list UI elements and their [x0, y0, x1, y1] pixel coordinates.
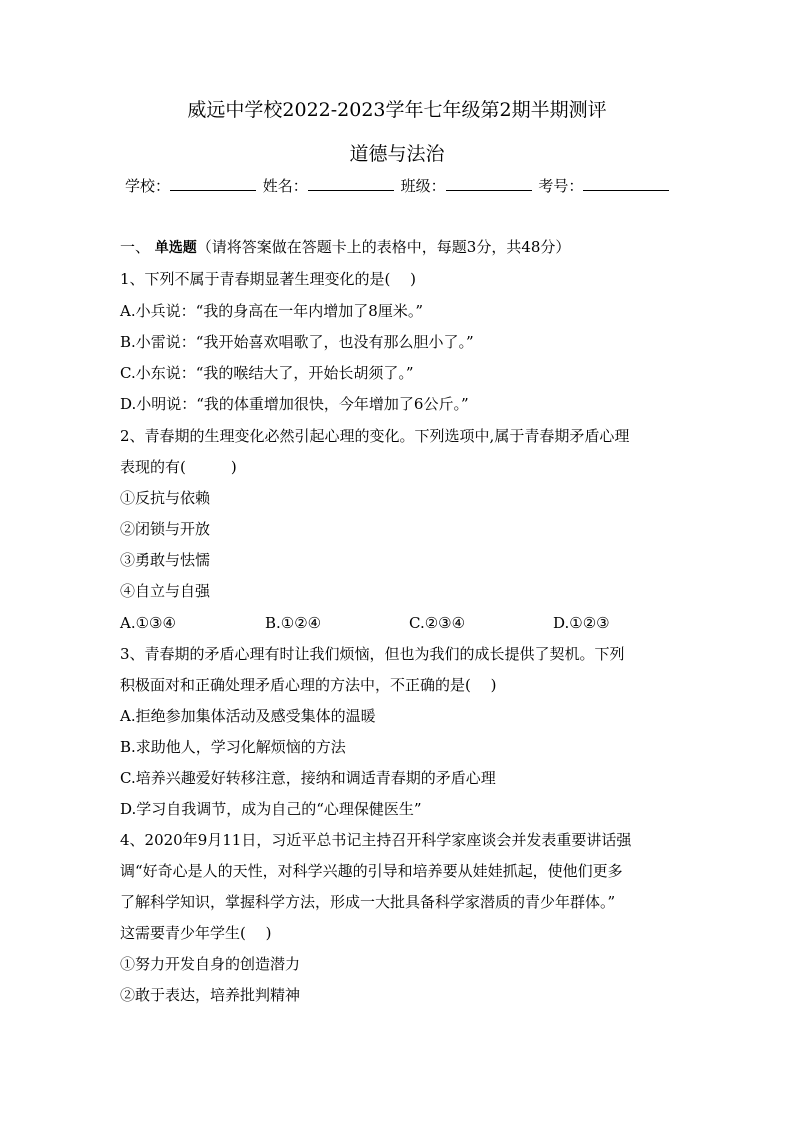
class-blank[interactable]: [446, 174, 532, 191]
q4-line1: 4、2020年9月11日，习近平总书记主持召开科学家座谈会并发表重要讲话强: [120, 831, 632, 849]
exam-number-label: 考号：: [538, 177, 584, 195]
q4-line2: 调“好奇心是人的天性，对科学兴趣的引导和培养要从娃娃抓起，使他们更多: [120, 862, 623, 880]
q3-option-a: A.拒绝参加集体活动及感受集体的温暖: [120, 707, 376, 725]
section-prefix: 一、: [120, 238, 151, 256]
q3-option-c: C.培养兴趣爱好转移注意，接纳和调适青春期的矛盾心理: [120, 769, 496, 787]
q4-line3: 了解科学知识，掌握科学方法，形成一大批具备科学家潜质的青少年群体。”: [120, 893, 616, 911]
exam-number-blank[interactable]: [583, 174, 669, 191]
class-label: 班级：: [400, 177, 446, 195]
q3-option-b: B.求助他人，学习化解烦恼的方法: [120, 738, 346, 756]
school-blank[interactable]: [170, 174, 256, 191]
q1-stem: 1、下列不属于青春期显著生理变化的是( ): [120, 270, 417, 288]
q2-item-4: ④自立与自强: [120, 582, 211, 600]
q4-item-2: ②敢于表达，培养批判精神: [120, 986, 301, 1004]
student-info-row: [125, 174, 685, 197]
q4-line4: 这需要青少年学生( ): [120, 924, 272, 942]
name-label: 姓名：: [262, 177, 308, 195]
q3-stem-line2: 积极面对和正确处理矛盾心理的方法中，不正确的是( ): [120, 676, 497, 694]
name-blank[interactable]: [308, 174, 394, 191]
exam-title: 威远中学校2022-2023学年七年级第2期半期测评: [187, 99, 607, 121]
q1-option-b: B.小雷说：“我开始喜欢唱歌了，也没有那么胆小了。”: [120, 333, 474, 351]
q3-option-d: D.学习自我调节，成为自己的“心理保健医生”: [120, 800, 422, 818]
q2-item-3: ③勇敢与怯懦: [120, 551, 211, 569]
subject-title: 道德与法治: [349, 143, 445, 165]
q2-choice-c: C.②③④: [409, 614, 466, 632]
q2-item-2: ②闭锁与开放: [120, 520, 211, 538]
q2-item-1: ①反抗与依赖: [120, 489, 211, 507]
q2-choice-a: A.①③④: [120, 614, 176, 632]
section-note: （请将答案做在答题卡上的表格中，每题3分，共48分）: [196, 238, 571, 256]
q4-item-1: ①努力开发自身的创造潜力: [120, 955, 301, 973]
q2-choice-b: B.①②④: [265, 614, 322, 632]
q2-stem-line1: 2、青春期的生理变化必然引起心理的变化。下列选项中,属于青春期矛盾心理: [120, 427, 630, 445]
q1-option-c: C.小东说：“我的喉结大了，开始长胡须了。”: [120, 364, 414, 382]
q2-choice-d: D.①②③: [553, 614, 610, 632]
section-heading: [120, 236, 680, 259]
school-label: 学校：: [125, 177, 171, 195]
q2-stem-line2: 表现的有( ): [120, 458, 237, 476]
section-label: 单选题: [154, 240, 197, 256]
q1-option-d: D.小明说：“我的体重增加很快，今年增加了6公斤。”: [120, 395, 469, 413]
q3-stem-line1: 3、青春期的矛盾心理有时让我们烦恼，但也为我们的成长提供了契机。下列: [120, 645, 625, 663]
q1-option-a: A.小兵说：“我的身高在一年内增加了8厘米。”: [120, 302, 423, 320]
